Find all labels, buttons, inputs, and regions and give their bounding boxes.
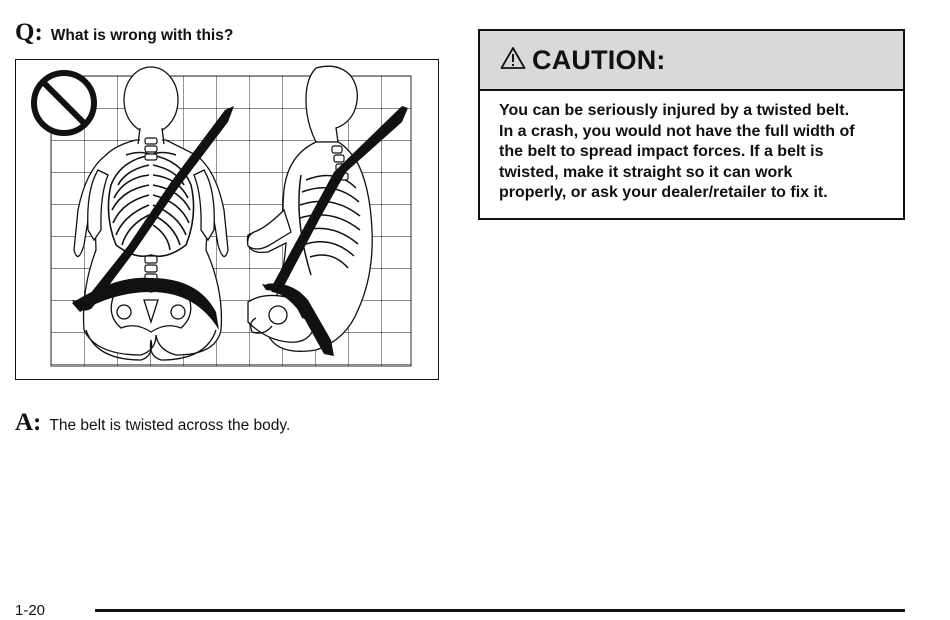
caution-line: twisted, make it straight so it can work <box>499 163 793 181</box>
caution-title: CAUTION: <box>532 44 666 75</box>
caution-line: You can be seriously injured by a twisted belt. <box>499 102 850 119</box>
caution-line: the belt to spread impact forces. If a belt is <box>499 143 824 160</box>
caution-line: In a crash, you would not have the full width of <box>499 122 855 140</box>
caution-text <box>480 91 903 204</box>
answer <box>15 410 290 435</box>
answer-text: The belt is twisted across the body. <box>49 417 291 434</box>
prohibition-icon <box>34 73 94 133</box>
answer-marker: A: <box>15 409 42 436</box>
illustration-drawing <box>16 60 437 378</box>
caution-line: properly, or ask your dealer/retailer to fix it. <box>499 184 828 201</box>
footer-rule <box>95 609 905 612</box>
caution-header <box>480 31 903 91</box>
question-text: What is wrong with this? <box>50 27 234 44</box>
question-marker: Q: <box>15 19 43 46</box>
question <box>15 20 233 45</box>
page-number: 1-20 <box>15 602 46 619</box>
caution-box <box>478 29 905 220</box>
warning-triangle-icon <box>500 46 526 75</box>
seat-belt-illustration <box>15 59 439 380</box>
